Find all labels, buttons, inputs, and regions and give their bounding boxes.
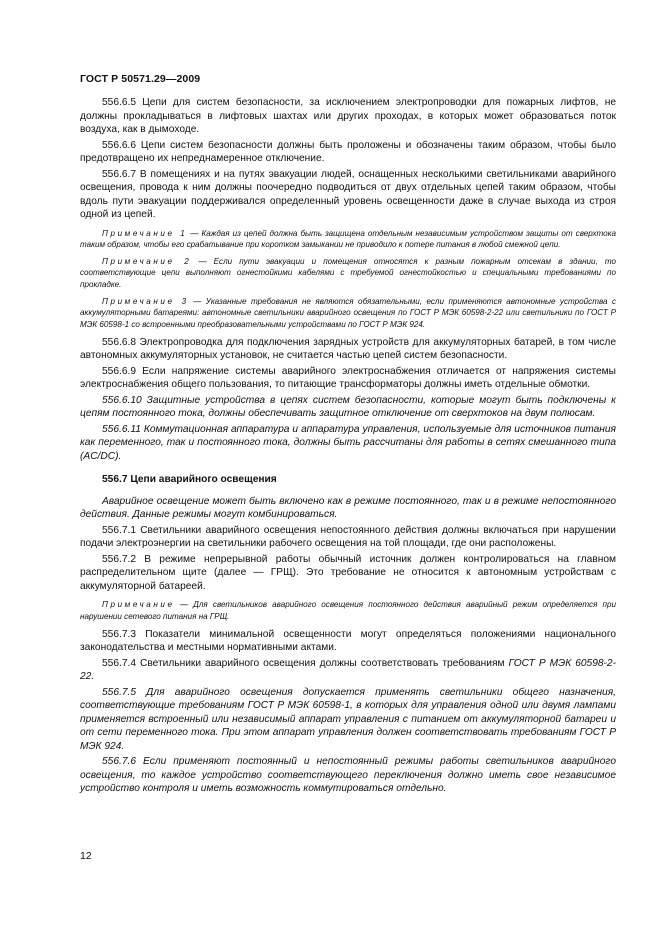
paragraph-556-7-4 — [80, 657, 616, 684]
paragraph-556-7-5: 556.7.5 Для аварийного освещения допускается применять светильники общего назначения, соответствующие требованиям ГОСТ Р МЭК 60598-1, в которых для управления одной или двумя лампами применяется встроенный или независимый аппарат управления с питанием от аккумуляторной батареи и от сети переменного тока. При этом аппарат управления должен соответствовать требованиям ГОСТ Р МЭК 924. — [80, 686, 616, 752]
paragraph-556-7-4-text: 556.7.4 Светильники аварийного освещения должны соответствовать требованиям — [102, 657, 509, 669]
paragraph-556-7-4-ref: ГОСТ Р МЭК 60598-2-22. — [80, 657, 616, 683]
paragraph-556-6-7: 556.6.7 В помещениях и на путях эвакуации людей, оснащенных несколькими светильниками аварийного освещения, провода к ним должны поочередно подводиться от двух отдельных цепей таким образом, чтобы вдоль пути эвакуации поддерживался определенный уровень освещенности даже в случае выхода из строя одной из цепей. — [80, 168, 616, 220]
paragraph-emergency-intro: Аварийное освещение может быть включено как в режиме постоянного, так и в режиме непостоянного действия. Данные режимы могут комбинироваться. — [80, 495, 616, 521]
paragraph-556-6-9: 556.6.9 Если напряжение системы аварийного электроснабжения отличается от напряжения системы электроснабжения общего пользования, то питающие трансформаторы должны иметь отдельные обмотки. — [80, 365, 616, 391]
note-1-label: Примечание 1 — [102, 228, 188, 238]
section-heading-556-7: 556.7 Цепи аварийного освещения — [102, 474, 277, 486]
note-2-text: — Если пути эвакуации и помещения относятся к разным пожарным отсекам в здании, то соответствующие цепи выполняют огнестойкими кабелями с требуемой огнестойкостью и специальными требованиями по прокладке. — [80, 257, 616, 289]
paragraph-556-6-11: 556.6.11 Коммутационная аппаратура и аппаратура управления, используемые для источников питания как переменного, так и постоянного тока, должны быть рассчитаны для работы в сетях смешанного типа (AC/DC). — [80, 423, 616, 462]
note-1 — [80, 228, 616, 251]
paragraph-556-7-2: 556.7.2 В режиме непрерывной работы обычный источник должен контролироваться на главном распределительном щите (далее — ГРЩ). Это требование не относится к автономным устройствам с аккумуляторной батареей. — [80, 553, 616, 592]
note-2-label: Примечание 2 — [102, 257, 192, 267]
document-header: ГОСТ Р 50571.29—2009 — [80, 73, 201, 85]
note-4 — [80, 599, 616, 622]
paragraph-556-7-6: 556.7.6 Если применяют постоянный и непостоянный режимы работы светильников аварийного освещения, то каждое устройство соответствующего переключения должно иметь свое независимое устройство контроля и иметь возможность коммутироваться отдельно. — [80, 756, 616, 795]
paragraph-556-7-1: 556.7.1 Светильники аварийного освещения непостоянного действия должны включаться при нарушении подачи электроэнергии на светильники рабочего освещения на той площади, где они расположены. — [80, 524, 616, 550]
note-3-label: Примечание 3 — [102, 296, 189, 306]
note-4-text: — Для светильников аварийного освещения постоянного действия аварийный режим определяется при нарушении сетевого питания на ГРЩ. — [80, 600, 616, 621]
paragraph-556-6-6: 556.6.6 Цепи систем безопасности должны быть проложены и обозначены таким образом, чтобы было предотвращено их непреднамеренное отключение. — [80, 139, 616, 164]
note-3 — [80, 296, 616, 330]
note-2 — [80, 256, 616, 290]
note-1-text: — Каждая из цепей должна быть защищена отдельным независимым устройством защиты от сверхтока таким образом, чтобы его срабатывание при коротком замыкании не приводило к потере питания в любой смежной цепи. — [80, 228, 617, 249]
paragraph-556-7-3: 556.7.3 Показатели минимальной освещенности могут определяться положениями национального законодательства и местными нормативными актами. — [80, 628, 616, 654]
paragraph-556-6-8: 556.6.8 Электропроводка для подключения зарядных устройств для аккумуляторных батарей, в том числе автономных аккумуляторных установок, не считается частью цепей систем безопасности. — [80, 336, 616, 362]
document-body — [80, 96, 616, 798]
note-4-label: Примечание — [102, 600, 175, 610]
paragraph-556-6-10: 556.6.10 Защитные устройства в цепях систем безопасности, которые могут быть подключены к цепям постоянного тока, должны обеспечивать защитное отключение от сверхтоков на двум полюсам. — [80, 394, 616, 420]
paragraph-556-6-5: 556.6.5 Цепи для систем безопасности, за исключением электропроводки для пожарных лифтов, не должны прокладываться в лифтовых шахтах или других проходах, в которых может образоваться поток воздуха, как в дымоходе. — [80, 97, 616, 135]
page-number: 12 — [80, 850, 92, 862]
note-3-text: — Указанные требования не являются обязательными, если применяются автономные устройства с аккумуляторными батареями: автономные светильники аварийного освещения по ГОСТ Р МЭК 60598-2-22 или светильники по ГОСТ Р МЭК 60598-1 со встроенными преобразовательными устройствами по ГОСТ Р МЭК 924. — [80, 296, 617, 329]
